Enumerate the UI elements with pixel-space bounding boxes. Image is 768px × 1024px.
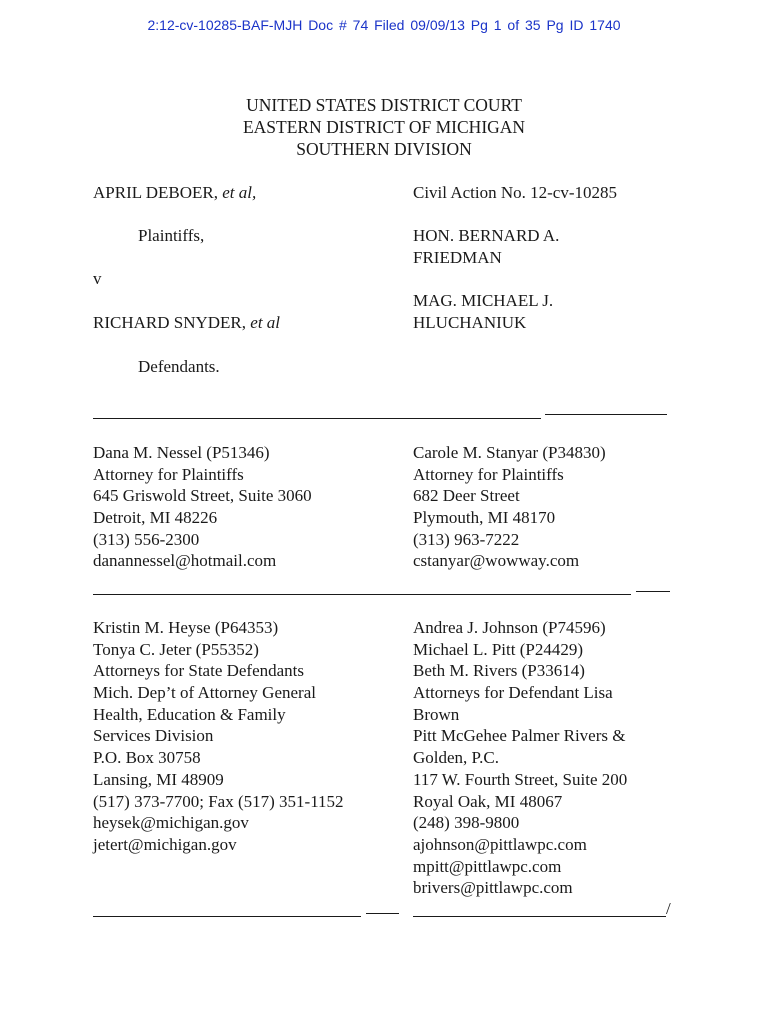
counsel-line: (248) 398-9800 bbox=[413, 813, 520, 833]
counsel-line: 645 Griswold Street, Suite 3060 bbox=[93, 486, 312, 506]
counsel-email: heysek@michigan.gov bbox=[93, 813, 249, 833]
counsel-line: Mich. Dep’t of Attorney General bbox=[93, 683, 316, 703]
bottom-rule-left bbox=[93, 916, 361, 917]
counsel-block-nessel bbox=[93, 442, 312, 572]
court-title bbox=[0, 94, 768, 160]
counsel-line: Tonya C. Jeter (P55352) bbox=[93, 639, 259, 659]
counsel-line: Carole M. Stanyar (P34830) bbox=[413, 443, 606, 462]
counsel-line: Golden, P.C. bbox=[413, 748, 499, 768]
plaintiff-party bbox=[93, 182, 256, 204]
defendant-party bbox=[93, 312, 280, 334]
counsel-line: (517) 373-7700; Fax (517) 351-1152 bbox=[93, 791, 344, 811]
counsel-line: Plymouth, MI 48170 bbox=[413, 508, 556, 528]
counsel-block-stanyar bbox=[413, 442, 606, 572]
counsel-line: Dana M. Nessel (P51346) bbox=[93, 443, 270, 462]
filing-stamp: 2:12-cv-10285-BAF-MJH Doc # 74 Filed 09/09/13 Pg 1 of 35 Pg ID 1740 bbox=[147, 17, 621, 33]
counsel-email: ajohnson@pittlawpc.com bbox=[413, 834, 587, 854]
judge-name-line-1: HON. BERNARD A. bbox=[413, 226, 560, 245]
counsel-block-heyse bbox=[93, 617, 344, 856]
bottom-rule-left-tail bbox=[366, 913, 399, 914]
court-title-line-3: SOUTHERN DIVISION bbox=[296, 139, 472, 159]
counsel-line: Attorney for Plaintiffs bbox=[413, 464, 564, 484]
court-title-line-2: EASTERN DISTRICT OF MICHIGAN bbox=[242, 117, 526, 137]
versus-label: v bbox=[93, 269, 102, 288]
counsel-line: Health, Education & Family bbox=[93, 704, 286, 724]
defendant-name: RICHARD SNYDER, bbox=[93, 313, 251, 332]
counsel-line: Andrea J. Johnson (P74596) bbox=[413, 618, 606, 637]
counsel-line: Beth M. Rivers (P33614) bbox=[413, 661, 585, 681]
magistrate-name-line-1: MAG. MICHAEL J. bbox=[413, 291, 554, 310]
counsel-block-johnson bbox=[413, 617, 627, 899]
counsel-line: (313) 963-7222 bbox=[413, 529, 520, 549]
counsel-line: (313) 556-2300 bbox=[93, 529, 200, 549]
bottom-rule-right bbox=[413, 916, 666, 917]
counsel-line: Attorney for Plaintiffs bbox=[93, 464, 244, 484]
counsel-line: P.O. Box 30758 bbox=[93, 748, 201, 768]
counsel-email: brivers@pittlawpc.com bbox=[413, 878, 573, 898]
defendant-etal: et al bbox=[250, 313, 281, 332]
magistrate-name-line-2: HLUCHANIUK bbox=[413, 313, 527, 332]
counsel-line: Services Division bbox=[93, 726, 214, 746]
counsel-email: jetert@michigan.gov bbox=[93, 834, 237, 854]
counsel-line: Pitt McGehee Palmer Rivers & bbox=[413, 726, 626, 746]
counsel-rule-tail bbox=[636, 591, 670, 592]
counsel-line: Detroit, MI 48226 bbox=[93, 508, 218, 528]
counsel-line: Brown bbox=[413, 704, 460, 724]
civil-action-number: Civil Action No. 12-cv-10285 bbox=[413, 183, 617, 202]
plaintiffs-label: Plaintiffs, bbox=[138, 226, 205, 245]
counsel-line: Attorneys for State Defendants bbox=[93, 661, 305, 681]
judge-name-line-2: FRIEDMAN bbox=[413, 248, 502, 267]
counsel-line: Attorneys for Defendant Lisa bbox=[413, 683, 613, 703]
counsel-rule bbox=[93, 594, 631, 595]
plaintiff-name: APRIL DEBOER, bbox=[93, 183, 223, 202]
counsel-line: Kristin M. Heyse (P64353) bbox=[93, 618, 279, 637]
counsel-line: Michael L. Pitt (P24429) bbox=[413, 639, 583, 659]
counsel-line: 117 W. Fourth Street, Suite 200 bbox=[413, 769, 628, 789]
caption-rule-tail bbox=[545, 414, 667, 415]
counsel-email: cstanyar@wowway.com bbox=[413, 551, 580, 571]
counsel-email: danannessel@hotmail.com bbox=[93, 551, 277, 571]
counsel-line: Lansing, MI 48909 bbox=[93, 769, 224, 789]
counsel-email: mpitt@pittlawpc.com bbox=[413, 856, 562, 876]
closing-slash: / bbox=[666, 899, 671, 918]
court-title-line-1: UNITED STATES DISTRICT COURT bbox=[246, 95, 522, 115]
counsel-line: 682 Deer Street bbox=[413, 486, 520, 506]
caption-rule bbox=[93, 418, 541, 419]
plaintiff-etal: et al, bbox=[222, 183, 257, 202]
defendants-label: Defendants. bbox=[138, 357, 220, 376]
counsel-line: Royal Oak, MI 48067 bbox=[413, 791, 563, 811]
